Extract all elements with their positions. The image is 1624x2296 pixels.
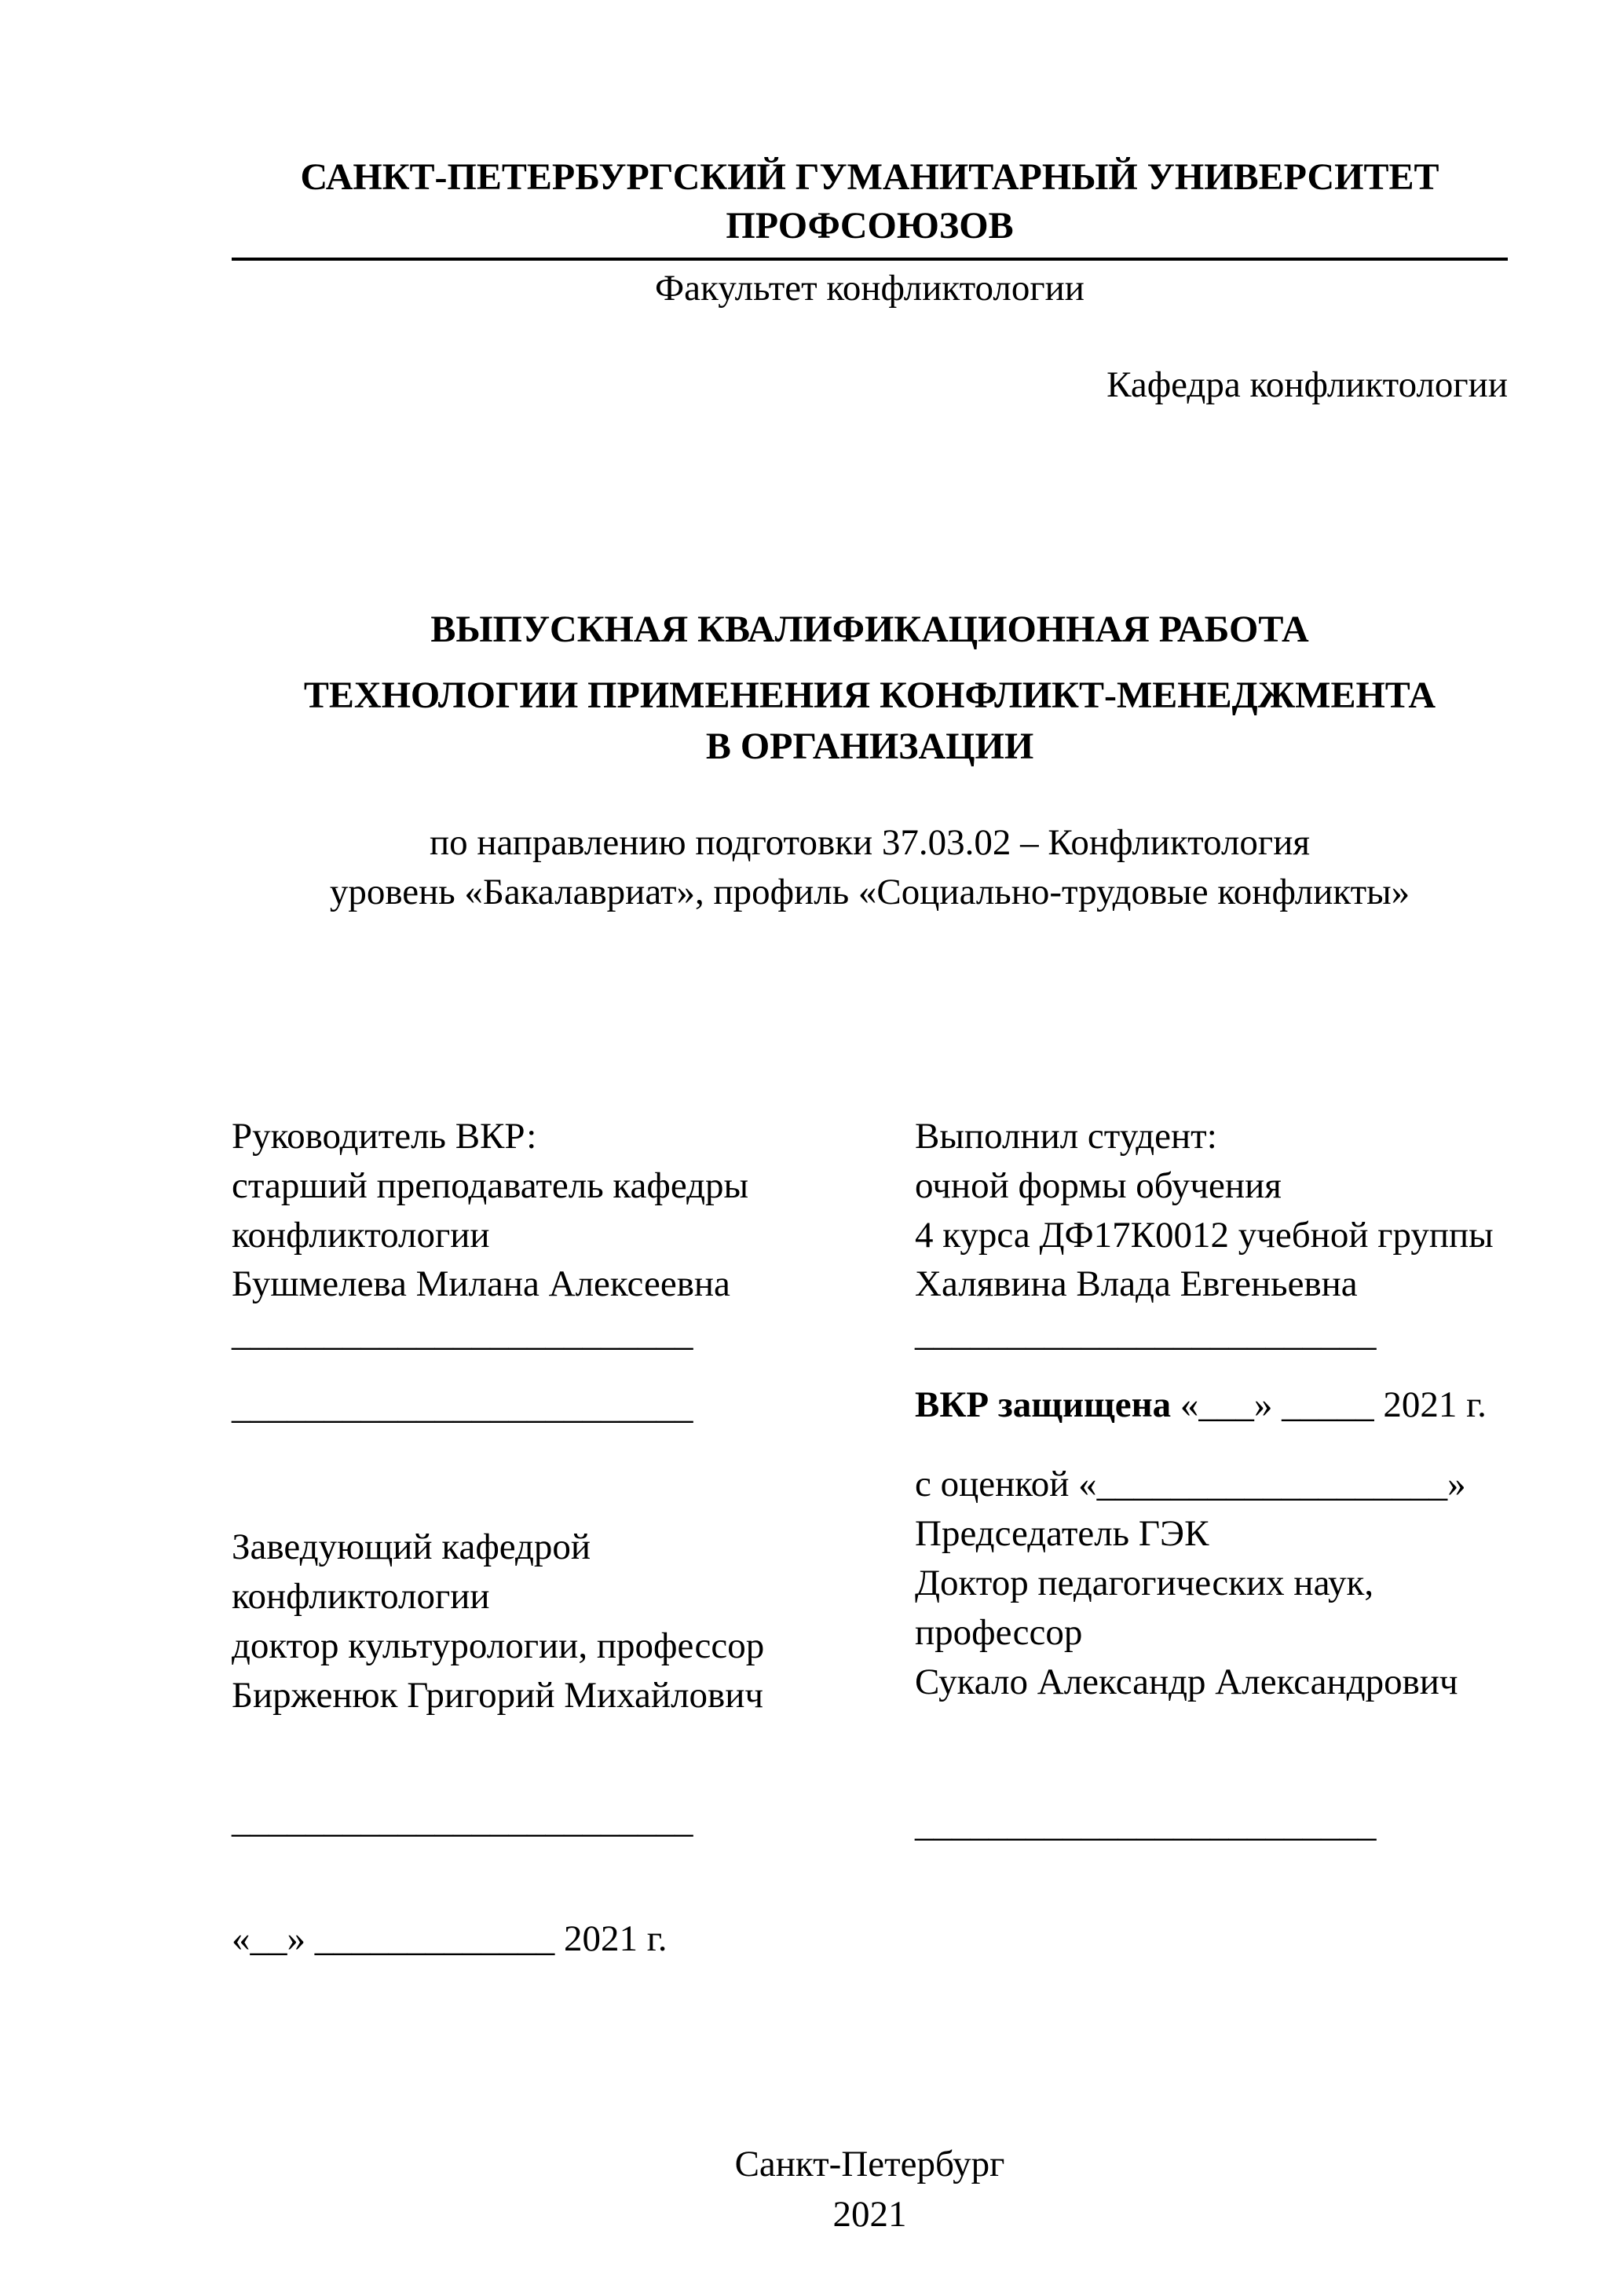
defense-date-rest: «___» _____ 2021 г. — [1171, 1384, 1487, 1426]
defense-date-label-bold: ВКР защищена — [915, 1384, 1172, 1426]
head-position: доктор культурологии, профессор — [232, 1625, 765, 1667]
student-signature-line: _________________________ — [915, 1313, 1377, 1355]
thesis-title: ТЕХНОЛОГИИ ПРИМЕНЕНИЯ КОНФЛИКТ-МЕНЕДЖМЕНТА В ОРГАНИЗАЦИИ — [303, 675, 1436, 767]
department-name: Кафедра конфликтологии — [1106, 364, 1508, 405]
footer-year: 2021 — [832, 2193, 907, 2235]
student-label: Выполнил студент: — [915, 1115, 1217, 1157]
head-date-line: «__» _____________ 2021 г. — [232, 1918, 668, 1960]
header-divider — [232, 258, 1508, 261]
head-signature-line: _________________________ — [232, 1800, 693, 1841]
program-block — [232, 818, 1508, 917]
student-column — [915, 1112, 1508, 1965]
supervisor-column — [232, 1112, 915, 1965]
gek-chairman-label: Председатель ГЭК — [915, 1513, 1209, 1555]
university-name: САНКТ-ПЕТЕРБУРГСКИЙ ГУМАНИТАРНЫЙ УНИВЕРСИТЕТ ПРОФСОЮЗОВ — [300, 156, 1439, 247]
supervisor-name: Бушмелева Милана Алексеевна — [232, 1263, 730, 1305]
chairman-degree-line-1: Доктор педагогических наук, — [915, 1563, 1374, 1604]
chairman-signature-line: _________________________ — [915, 1804, 1377, 1845]
supervisor-position-line-1: старший преподаватель кафедры — [232, 1164, 749, 1206]
document-header — [232, 153, 1508, 410]
supervisor-position-line-2: конфликтологии — [232, 1214, 490, 1256]
signatures-section — [232, 1112, 1508, 1965]
supervisor-label: Руководитель ВКР: — [232, 1115, 537, 1157]
chairman-name: Сукало Александр Александрович — [915, 1662, 1458, 1703]
defense-date-line — [915, 1380, 1508, 1430]
work-type-heading: ВЫПУСКНАЯ КВАЛИФИКАЦИОННАЯ РАБОТА — [430, 608, 1309, 650]
faculty-name: Факультет конфликтологии — [655, 267, 1084, 309]
footer — [232, 2140, 1508, 2239]
chairman-degree-line-2: профессор — [915, 1612, 1083, 1654]
student-study-form: очной формы обучения — [915, 1164, 1282, 1206]
supervisor-signature-line-2: _________________________ — [232, 1386, 693, 1428]
head-label-line-2: конфликтологии — [232, 1576, 490, 1618]
student-group: 4 курса ДФ17К0012 учебной группы — [915, 1214, 1494, 1256]
student-name: Халявина Влада Евгеньевна — [915, 1263, 1358, 1305]
title-block — [232, 605, 1508, 917]
program-line-2: уровень «Бакалавриат», профиль «Социально-трудовые конфликты» — [329, 871, 1410, 912]
supervisor-signature-line-1: _________________________ — [232, 1313, 693, 1355]
grade-line: с оценкой «___________________» — [915, 1464, 1466, 1505]
footer-city: Санкт-Петербург — [734, 2144, 1005, 2185]
head-name: Бирженюк Григорий Михайлович — [232, 1675, 764, 1717]
head-label-line-1: Заведующий кафедрой — [232, 1526, 591, 1568]
program-line-1: по направлению подготовки 37.03.02 – Конфликтология — [430, 821, 1310, 863]
